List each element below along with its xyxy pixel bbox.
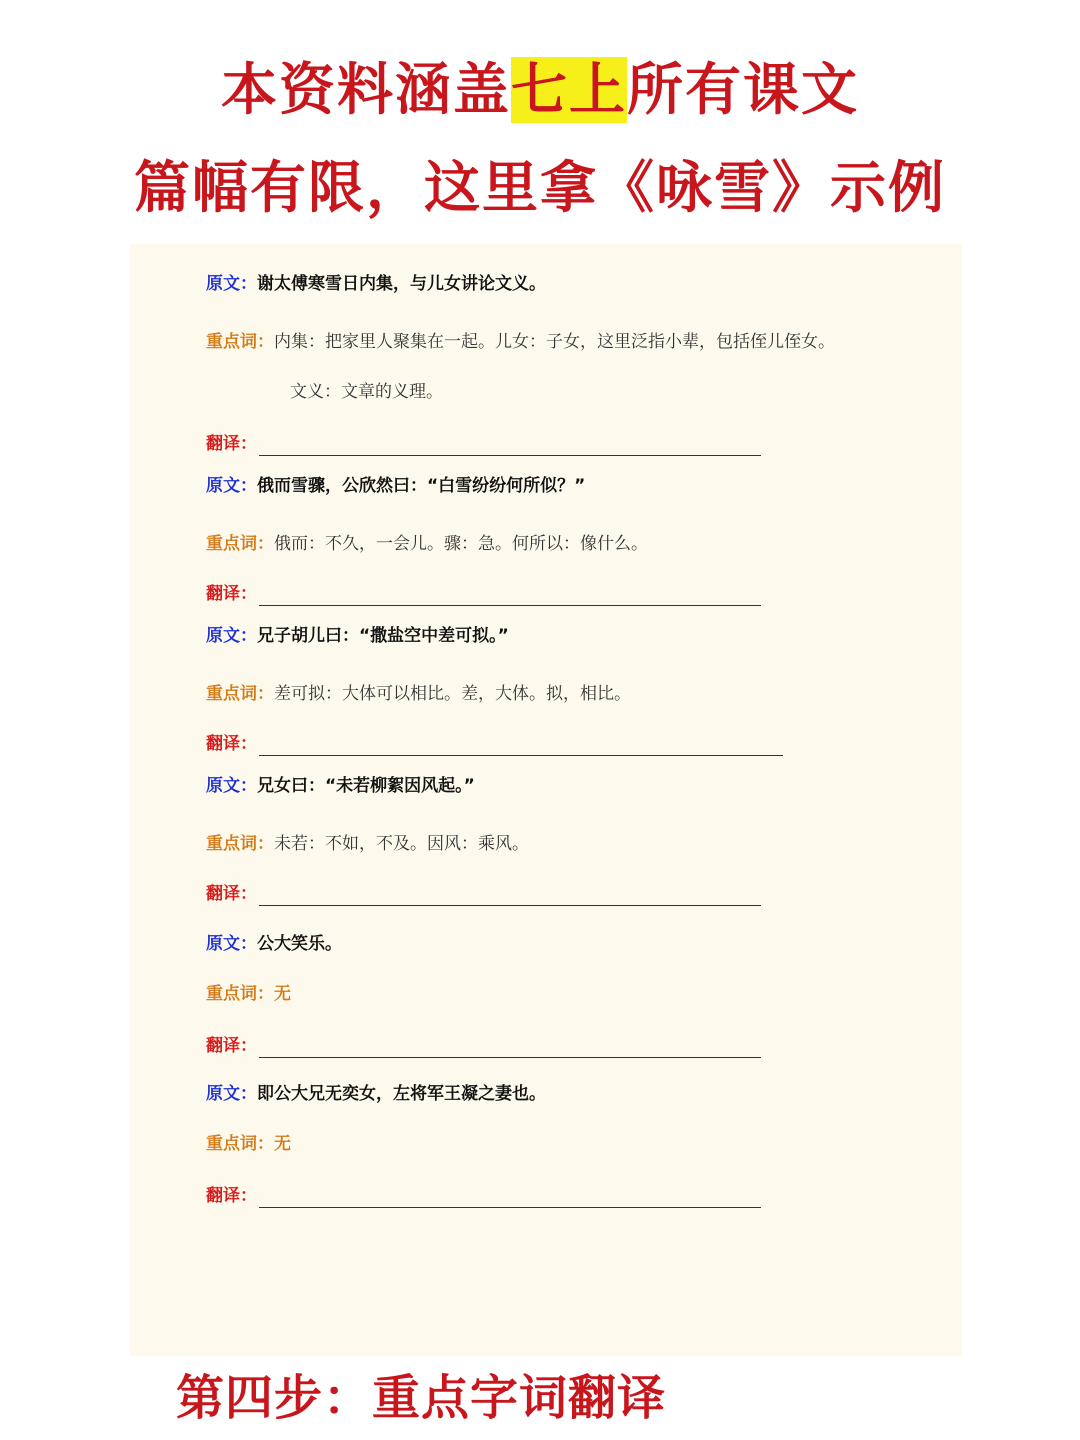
orig-row: [206, 774, 475, 798]
translation-label: 翻译：: [206, 884, 257, 904]
keyword-row: [206, 832, 529, 856]
headline-text: 本资料涵盖: [221, 57, 511, 123]
orig-text: 谢太傅寒雪日内集，与儿女讲论文义。: [257, 274, 546, 294]
translation-label: 翻译：: [206, 584, 257, 604]
orig-text: 俄而雪骤，公欣然曰：“白雪纷纷何所似？”: [257, 476, 586, 496]
translation-label: 翻译：: [206, 734, 257, 754]
keyword-row-extra: [290, 380, 443, 404]
orig-label: 原文：: [206, 776, 257, 796]
translation-blank[interactable]: [259, 442, 761, 456]
orig-row: [206, 474, 585, 498]
orig-text: 兄子胡儿曰：“撒盐空中差可拟。”: [257, 626, 509, 646]
keyword-label: 重点词：: [206, 984, 274, 1004]
translation-label: 翻译：: [206, 1186, 257, 1206]
keyword-label: 重点词：: [206, 534, 274, 554]
translation-blank[interactable]: [259, 592, 761, 606]
translation-blank[interactable]: [259, 1044, 761, 1058]
keyword-text: 差可拟：大体可以相比。差，大体。拟，相比。: [274, 684, 631, 704]
orig-row: [206, 624, 509, 648]
keyword-label: 重点词：: [206, 1134, 274, 1154]
keyword-text: 未若：不如，不及。因风：乘风。: [274, 834, 529, 854]
keyword-text: 内集：把家里人聚集在一起。儿女：子女，这里泛指小辈，包括侄儿侄女。: [274, 332, 835, 352]
keyword-text: 文义：文章的义理。: [290, 382, 443, 402]
keyword-row: [206, 1132, 291, 1156]
translation-row: [206, 732, 783, 756]
orig-row: [206, 272, 546, 296]
keyword-row: [206, 532, 648, 556]
translation-blank[interactable]: [259, 892, 761, 906]
orig-row: [206, 1082, 546, 1106]
translation-label: 翻译：: [206, 434, 257, 454]
orig-label: 原文：: [206, 626, 257, 646]
translation-row: [206, 1034, 761, 1058]
headline-text: 所有课文: [627, 57, 859, 123]
keyword-text: 无: [274, 984, 291, 1004]
worksheet-page: [130, 244, 962, 1356]
orig-row: [206, 932, 342, 956]
translation-row: [206, 432, 761, 456]
headline-line-1: [0, 52, 1080, 128]
translation-blank[interactable]: [259, 742, 783, 756]
headline-highlight: 七上: [511, 57, 627, 123]
translation-blank[interactable]: [259, 1194, 761, 1208]
headline-line-2: 篇幅有限，这里拿《咏雪》示例: [134, 155, 946, 221]
footer-caption: 第四步：重点字词翻译: [176, 1370, 667, 1426]
keyword-text: 无: [274, 1134, 291, 1154]
translation-row: [206, 882, 761, 906]
orig-label: 原文：: [206, 934, 257, 954]
translation-label: 翻译：: [206, 1036, 257, 1056]
translation-row: [206, 1184, 761, 1208]
keyword-row: [206, 330, 835, 354]
orig-text: 公大笑乐。: [257, 934, 342, 954]
keyword-row: [206, 982, 291, 1006]
orig-text: 即公大兄无奕女，左将军王凝之妻也。: [257, 1084, 546, 1104]
translation-row: [206, 582, 761, 606]
orig-label: 原文：: [206, 1084, 257, 1104]
keyword-label: 重点词：: [206, 684, 274, 704]
keyword-label: 重点词：: [206, 332, 274, 352]
orig-label: 原文：: [206, 476, 257, 496]
keyword-text: 俄而：不久，一会儿。骤：急。何所以：像什么。: [274, 534, 648, 554]
orig-label: 原文：: [206, 274, 257, 294]
orig-text: 兄女曰：“未若柳絮因风起。”: [257, 776, 475, 796]
keyword-row: [206, 682, 631, 706]
keyword-label: 重点词：: [206, 834, 274, 854]
